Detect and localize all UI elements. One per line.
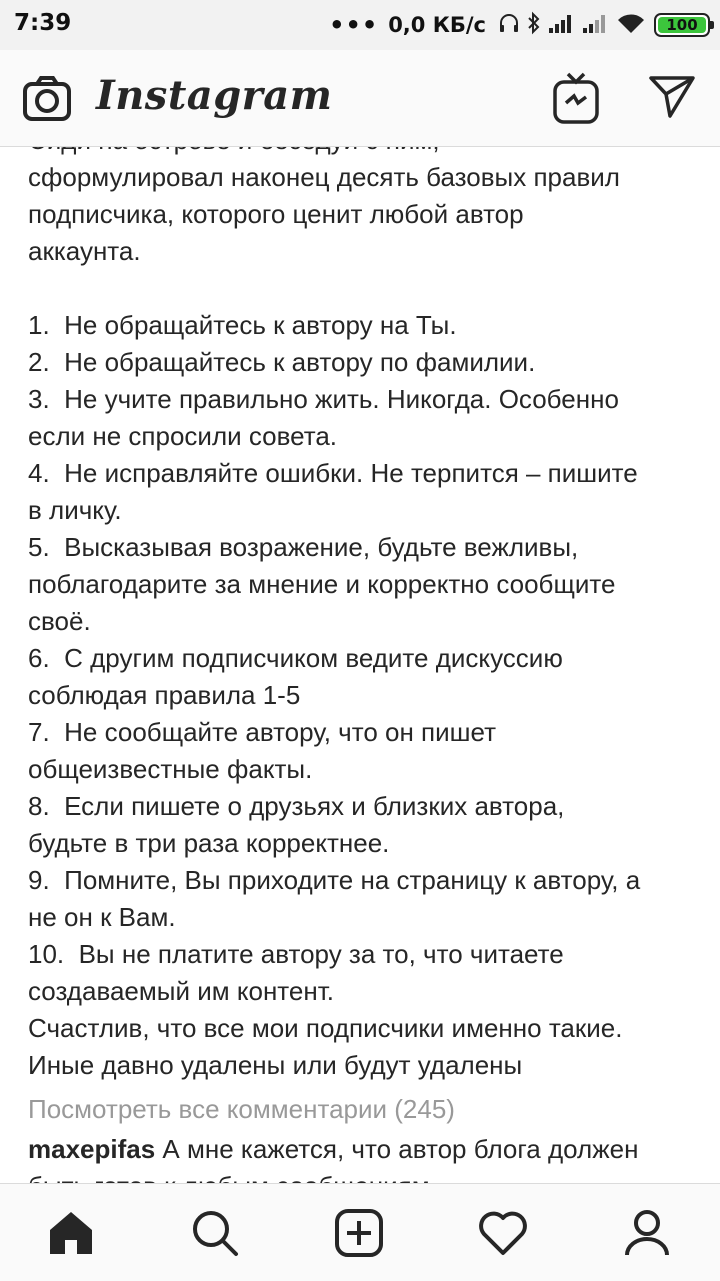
caption-line: создаваемый им контент. <box>28 976 334 1006</box>
new-post-icon[interactable] <box>332 1206 386 1260</box>
caption-line: общеизвестные факты. <box>28 754 313 784</box>
caption-line: 5. Высказывая возражение, будьте вежливы, <box>28 532 579 562</box>
caption-line: подписчика, которого ценит любой автор <box>28 199 524 229</box>
caption-line: сформулировал наконец десять базовых правил <box>28 162 620 192</box>
caption-line: 3. Не учите правильно жить. Никогда. Особенно <box>28 384 619 414</box>
wifi-icon <box>616 12 646 38</box>
search-icon[interactable] <box>188 1206 242 1260</box>
activity-heart-icon[interactable] <box>476 1206 530 1260</box>
caption-line: 8. Если пишете о друзьях и близких автора, <box>28 791 565 821</box>
profile-icon[interactable] <box>620 1206 674 1260</box>
direct-message-icon[interactable] <box>648 74 696 125</box>
caption-line: Иные давно удалены или будут удалены <box>28 1050 523 1080</box>
status-bar <box>0 0 720 50</box>
caption-line: 9. Помните, Вы приходите на страницу к автору, а <box>28 865 641 895</box>
caption-line: 4. Не исправляйте ошибки. Не терпится – пишите <box>28 458 638 488</box>
caption-line: 10. Вы не платите автору за то, что читаете <box>28 939 564 969</box>
caption-line: 1. Не обращайтесь к автору на Ты. <box>28 310 457 340</box>
caption-line: 7. Не сообщайте автору, что он пишет <box>28 717 497 747</box>
caption-line: если не спросили совета. <box>28 421 338 451</box>
network-speed: 0,0 КБ/с <box>388 13 486 37</box>
bottom-navigation <box>0 1183 720 1281</box>
battery-icon <box>654 13 710 37</box>
home-icon[interactable] <box>44 1206 98 1260</box>
caption-line: Счастлив, что все мои подписчики именно такие. <box>28 1013 623 1043</box>
caption-line: поблагодарите за мнение и корректно сообщите <box>28 569 616 599</box>
headphones-icon <box>498 12 520 38</box>
caption-line: будьте в три раза корректнее. <box>28 828 390 858</box>
battery-level: 100 <box>658 17 706 33</box>
signal-icon <box>582 12 610 38</box>
caption-line: соблюдая правила 1-5 <box>28 680 301 710</box>
caption-line: в личку. <box>28 495 122 525</box>
view-all-comments-link[interactable]: Посмотреть все комментарии (245) <box>28 1094 455 1124</box>
status-time: 7:39 <box>14 10 72 36</box>
camera-icon[interactable] <box>22 76 72 127</box>
igtv-icon[interactable] <box>553 70 599 131</box>
caption-line: 6. С другим подписчиком ведите дискуссию <box>28 643 563 673</box>
caption-line: не он к Вам. <box>28 902 176 932</box>
caption-line: своё. <box>28 606 91 636</box>
status-icons <box>329 10 710 40</box>
caption-blank-line <box>28 270 700 307</box>
signal-icon <box>548 12 576 38</box>
more-notifications-icon: ••• <box>329 11 379 39</box>
comment-text: А мне кажется, что автор блога должен <box>162 1134 639 1164</box>
app-logo: Instagram <box>96 72 333 119</box>
post-feed[interactable] <box>0 110 720 1182</box>
caption-line: 2. Не обращайтесь к автору по фамилии. <box>28 347 536 377</box>
post-caption <box>28 122 700 1084</box>
comment-username[interactable]: maxepifas <box>28 1134 156 1164</box>
app-header <box>0 50 720 147</box>
caption-line: аккаунта. <box>28 236 141 266</box>
bluetooth-icon <box>526 11 542 39</box>
